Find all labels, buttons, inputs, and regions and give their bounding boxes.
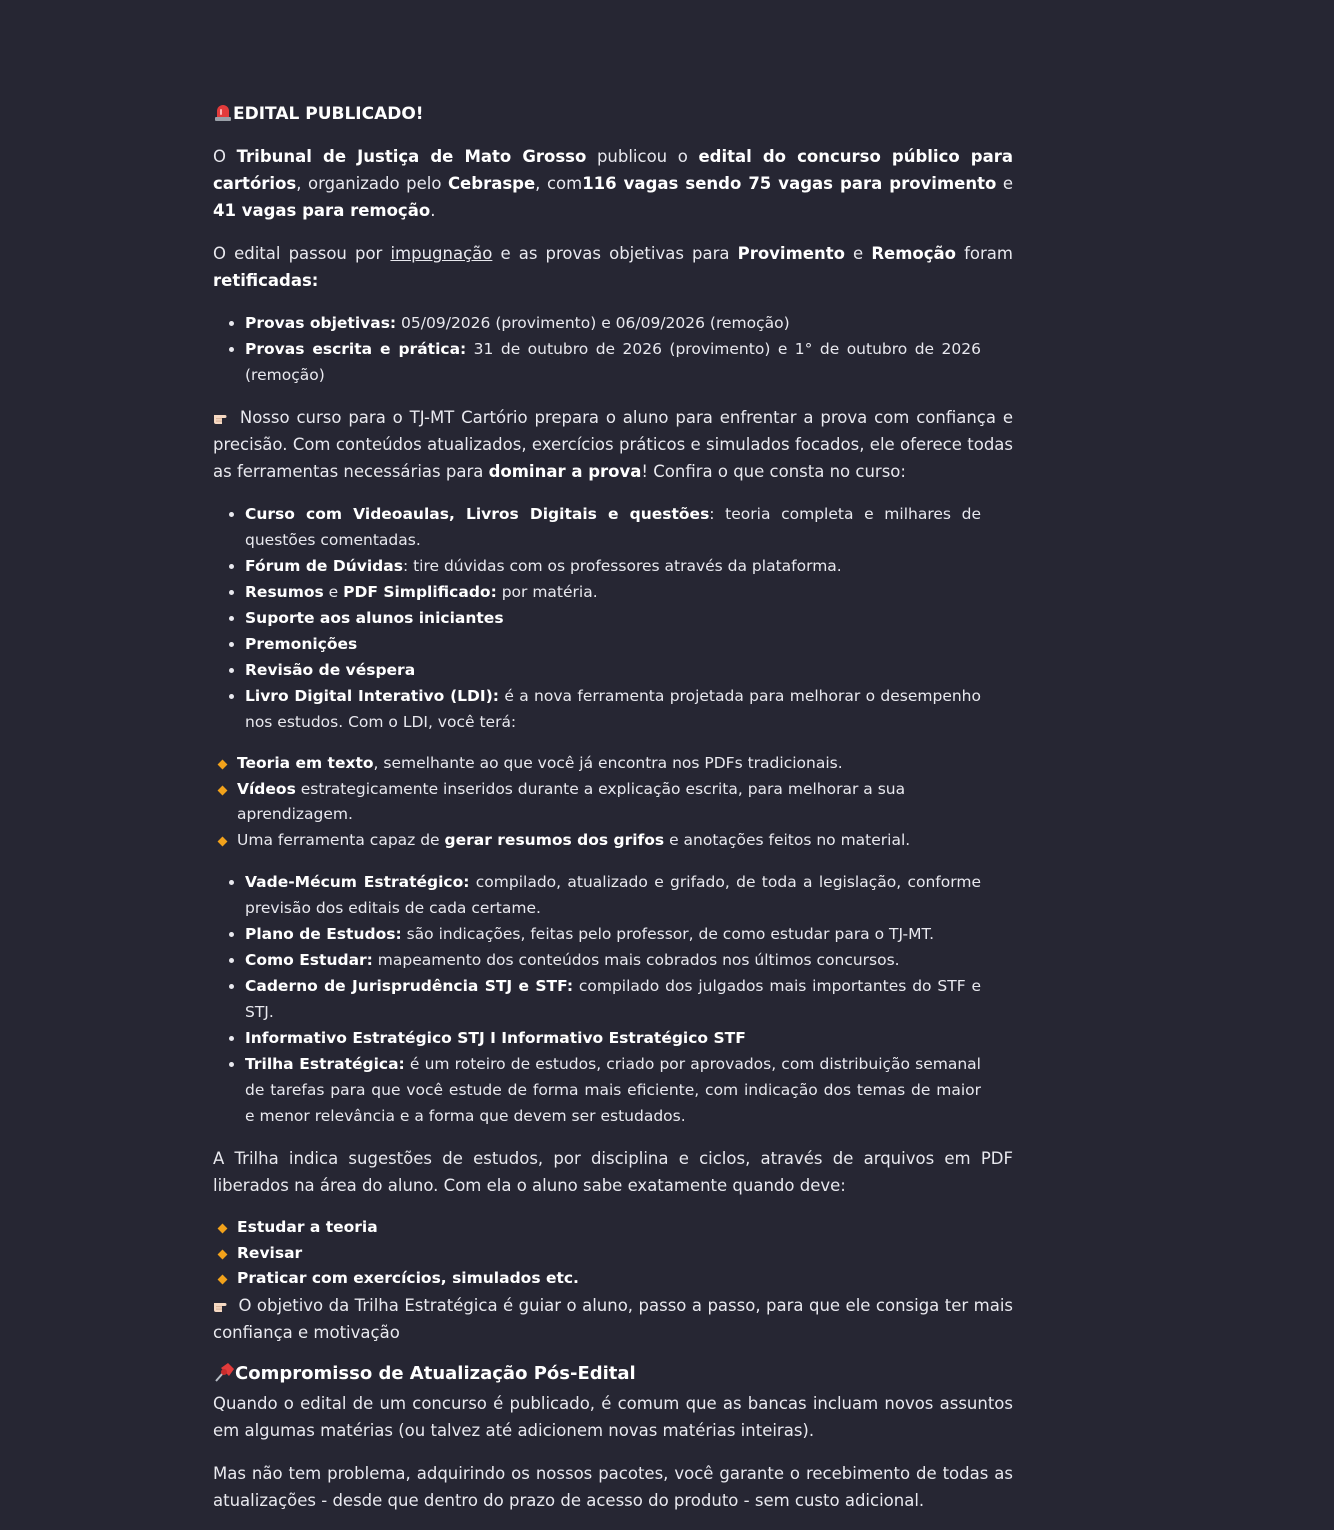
list-item: Uma ferramenta capaz de gerar resumos dos grifos e anotações feitos no material. bbox=[213, 828, 1013, 854]
list-item: • Resumos e PDF Simplificado: por matéria. bbox=[245, 579, 981, 605]
course-features-list-2 bbox=[213, 869, 1013, 1129]
pointing-hand-icon bbox=[213, 410, 233, 426]
list-item: • Premonições bbox=[245, 631, 981, 657]
list-item: • Provas escrita e prática: 31 de outubro de 2026 (provimento) e 1° de outubro de 2026 (remoção) bbox=[245, 336, 981, 388]
orange-diamond-icon bbox=[218, 760, 228, 770]
list-item: • Como Estudar: mapeamento dos conteúdos mais cobrados nos últimos concursos. bbox=[245, 947, 981, 973]
siren-icon bbox=[213, 102, 233, 122]
list-item: • Revisão de véspera bbox=[245, 657, 981, 683]
list-item: • Provas objetivas: 05/09/2026 (provimento) e 06/09/2026 (remoção) bbox=[245, 310, 981, 336]
list-item: • Vade-Mécum Estratégico: compilado, atualizado e grifado, de toda a legislação, conforme previsão dos editais de cada certame. bbox=[245, 869, 981, 921]
orange-diamond-icon bbox=[218, 836, 228, 846]
headline bbox=[213, 100, 1013, 128]
list-item: • Informativo Estratégico STJ I Informativo Estratégico STF bbox=[245, 1025, 981, 1051]
exam-dates-list bbox=[213, 310, 1013, 388]
ldi-features-list bbox=[213, 751, 1013, 853]
update-paragraph-2: Mas não tem problema, adquirindo os nossos pacotes, você garante o recebimento de todas as atualizações - desde que dentro do prazo de acesso do produto - sem custo adicional. bbox=[213, 1463, 1013, 1510]
article-content bbox=[213, 100, 1013, 1530]
list-item: • Suporte aos alunos iniciantes bbox=[245, 605, 981, 631]
orange-diamond-icon bbox=[218, 1224, 228, 1234]
list-item: • Fórum de Dúvidas: tire dúvidas com os professores através da plataforma. bbox=[245, 553, 981, 579]
course-paragraph: Nosso curso para o TJ-MT Cartório prepara o aluno para enfrentar a prova com confiança e precisão. Com conteúdos atualizados, exercícios práticos e simulados focados, ele oferece todas as ferramentas necessárias para dominar a prova! Confira o que consta no curso: bbox=[213, 408, 1013, 481]
list-item: • Trilha Estratégica: é um roteiro de estudos, criado por aprovados, com distribuição semanal de tarefas para que você estude de forma mais eficiente, com indicação dos temas de maior e menor relevância e a forma que devem ser estudados. bbox=[245, 1051, 981, 1129]
pushpin-icon bbox=[213, 1362, 235, 1382]
intro-paragraph: O Tribunal de Justiça de Mato Grosso publicou o edital do concurso público para cartórios, organizado pelo Cebraspe, com116 vagas sendo 75 vagas para provimento e 41 vagas para remoção. bbox=[213, 147, 1014, 220]
orange-diamond-icon bbox=[218, 785, 228, 795]
pointing-hand-icon bbox=[213, 1298, 233, 1314]
list-item: • Curso com Videoaulas, Livros Digitais e questões: teoria completa e milhares de questões comentadas. bbox=[245, 501, 981, 553]
list-item: Estudar a teoria bbox=[213, 1215, 1013, 1241]
rectification-paragraph: O edital passou por impugnação e as provas objetivas para Provimento e Remoção foram retificadas: bbox=[213, 244, 1013, 290]
list-item: Teoria em texto, semelhante ao que você já encontra nos PDFs tradicionais. bbox=[213, 751, 1013, 777]
trilha-paragraph: A Trilha indica sugestões de estudos, por disciplina e ciclos, através de arquivos em PDF liberados na área do aluno. Com ela o aluno sabe exatamente quando deve: bbox=[213, 1149, 1013, 1195]
course-features-list bbox=[213, 501, 1013, 735]
impugnacao-link[interactable]: impugnação bbox=[390, 244, 493, 263]
update-paragraph-1: Quando o edital de um concurso é publicado, é comum que as bancas incluam novos assuntos em algumas matérias (ou talvez até adicionem novas matérias inteiras). bbox=[213, 1393, 1013, 1440]
update-commitment-heading: Compromisso de Atualização Pós-Edital bbox=[213, 1360, 1013, 1388]
list-item: • Livro Digital Interativo (LDI): é a nova ferramenta projetada para melhorar o desempenho nos estudos. Com o LDI, você terá: bbox=[245, 683, 981, 735]
trilha-goal-paragraph: O objetivo da Trilha Estratégica é guiar o aluno, passo a passo, para que ele consiga ter mais confiança e motivação bbox=[213, 1295, 1013, 1342]
trilha-steps-list bbox=[213, 1215, 1013, 1292]
list-item: Revisar bbox=[213, 1241, 1013, 1267]
list-item: • Plano de Estudos: são indicações, feitas pelo professor, de como estudar para o TJ-MT. bbox=[245, 921, 981, 947]
list-item: Praticar com exercícios, simulados etc. bbox=[213, 1266, 1013, 1292]
orange-diamond-icon bbox=[218, 1249, 228, 1259]
orange-diamond-icon bbox=[218, 1275, 228, 1285]
headline-text: EDITAL PUBLICADO! bbox=[233, 104, 424, 124]
list-item: • Caderno de Jurisprudência STJ e STF: compilado dos julgados mais importantes do STF e STJ. bbox=[245, 973, 981, 1025]
list-item: Vídeos estrategicamente inseridos durante a explicação escrita, para melhorar a sua aprendizagem. bbox=[213, 777, 1013, 828]
